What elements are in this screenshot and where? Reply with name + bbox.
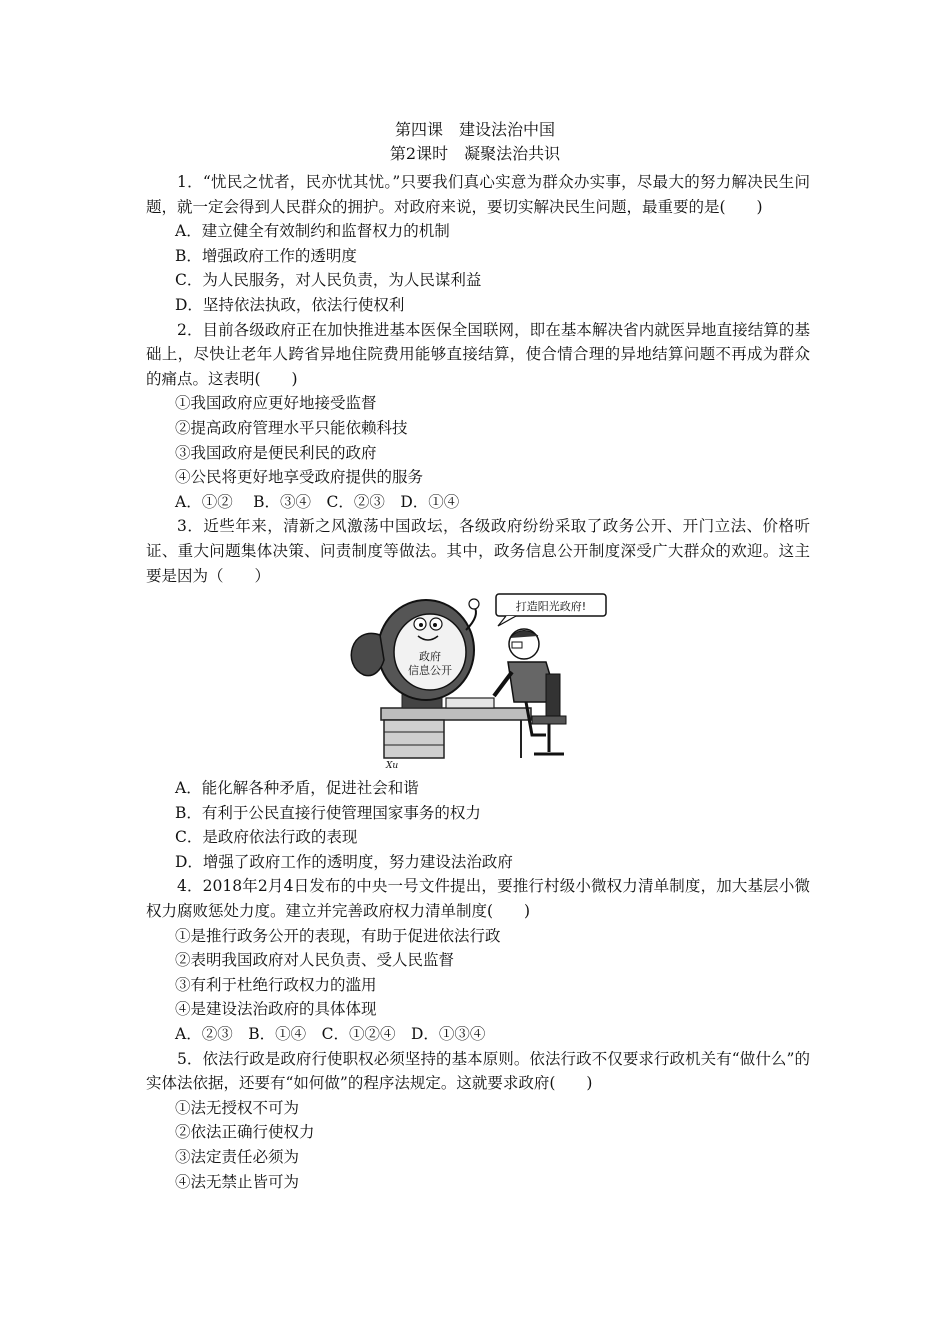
question-1-option-b: B．增强政府工作的透明度 (175, 246, 357, 265)
question-5-statement-2: ②依法正确行使权力 (175, 1123, 315, 1142)
question-4-statement-1: ①是推行政务公开的表现，有助于促进依法行政 (175, 926, 501, 945)
question-list (146, 170, 810, 1194)
question-5-stem: 5．依法行政是政府行使职权必须坚持的基本原则。依法行政不仅要求行政机关有“做什么”的实体法依据，还要有“如何做”的程序法规定。这就要求政府( ) (146, 1049, 810, 1093)
question-1-option-c: C．为人民服务，对人民负责，为人民谋利益 (175, 271, 482, 290)
question-2-statement-1: ①我国政府应更好地接受监督 (175, 394, 377, 413)
question-2-statement-3: ③我国政府是便民利民的政府 (175, 443, 377, 462)
cartoon-illustration (346, 590, 616, 774)
question-4-statement-2: ②表明我国政府对人民负责、受人民监督 (175, 951, 455, 970)
question-4-answer-options: A．②③ B．①④ C．①②④ D．①③④ (175, 1025, 486, 1044)
question-1-stem: 1．“忧民之忧者，民亦忧其忧。”只要我们真心实意为群众办实事，尽最大的努力解决民生问题，就一定会得到人民群众的拥护。对政府来说，要切实解决民生问题，最重要的是( ) (146, 173, 810, 216)
cartoon-signature: Xu (386, 761, 399, 772)
question-2-statement-2: ②提高政府管理水平只能依赖科技 (175, 418, 408, 437)
question-5-statement-4: ④法无禁止皆可为 (175, 1172, 300, 1191)
question-3-option-c: C．是政府依法行政的表现 (175, 828, 358, 847)
screen-text-line1: 政府 (419, 650, 441, 664)
question-4-stem: 4．2018年2月4日发布的中央一号文件提出，要推行村级小微权力清单制度，加大基层小微权力腐败惩处力度。建立并完善政府权力清单制度( ) (146, 877, 810, 921)
cartoon-figure (146, 590, 810, 774)
question-2-answer-options: A．①② B．③④ C．②③ D．①④ (175, 492, 460, 511)
question-3-stem: 3．近些年来，清新之风激荡中国政坛，各级政府纷纷采取了政务公开、开门立法、价格听证、重大问题集体决策、问责制度等做法。其中，政务信息公开制度深受广大群众的欢迎。这主要是因为（ ） (146, 517, 810, 585)
question-5-statement-1: ①法无授权不可为 (175, 1098, 300, 1117)
lesson-title: 第四课 建设法治中国 (394, 120, 555, 139)
section-title: 第2课时 凝聚法治共识 (389, 144, 561, 163)
question-4-statement-4: ④是建设法治政府的具体体现 (175, 1000, 377, 1019)
question-2-statement-4: ④公民将更好地享受政府提供的服务 (175, 468, 424, 487)
question-1-option-d: D．坚持依法执政，依法行使权利 (175, 295, 405, 314)
question-5-statement-3: ③法定责任必须为 (175, 1148, 300, 1166)
question-4-statement-3: ③有利于杜绝行政权力的滥用 (175, 975, 377, 994)
question-3-option-b: B．有利于公民直接行使管理国家事务的权力 (175, 803, 481, 822)
question-3-option-d: D．增强了政府工作的透明度，努力建设法治政府 (175, 852, 513, 871)
question-1-option-a: A．建立健全有效制约和监督权力的机制 (175, 222, 450, 241)
speech-bubble-text: 打造阳光政府! (515, 600, 587, 614)
question-2-stem: 2．目前各级政府正在加快推进基本医保全国联网，即在基本解决省内就医异地直接结算的基础上，尽快让老年人跨省异地住院费用能够直接结算，使合情合理的异地结算问题不再成为群众的痛点。这表明( ) (146, 320, 810, 388)
screen-text-line2: 信息公开 (408, 664, 452, 678)
question-3-option-a: A．能化解各种矛盾，促进社会和谐 (175, 779, 419, 798)
